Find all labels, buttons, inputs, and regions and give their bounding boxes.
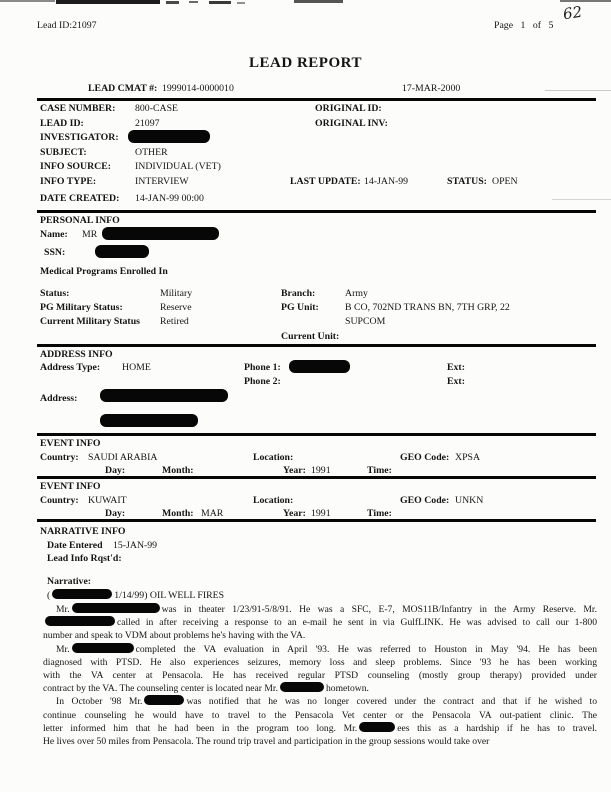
lead-id-value: 21097 — [135, 118, 160, 129]
event-info-heading: EVENT INFO — [40, 438, 101, 449]
narrative-line — [43, 629, 597, 642]
address-type-label: Address Type: — [40, 362, 101, 373]
narrative-text: letter informed him that he had been in the program too long. Mr. — [43, 722, 358, 734]
narrative-line — [43, 669, 597, 682]
personal-info-heading: PERSONAL INFO — [40, 215, 120, 226]
pg-unit-value-line1: B CO, 702ND TRANS BN, 7TH GRP, 22 — [345, 302, 510, 313]
name-label: Name: — [40, 229, 68, 240]
ext2-label: Ext: — [447, 376, 465, 387]
lead-id-label: LEAD ID: — [40, 118, 84, 129]
event-info-heading: EVENT INFO — [40, 481, 101, 492]
branch-value: Army — [345, 288, 368, 299]
redaction-bar — [95, 245, 149, 258]
location-label: Location: — [253, 452, 294, 463]
original-id-label: ORIGINAL ID: — [315, 103, 382, 114]
branch-label: Branch: — [281, 288, 316, 299]
narrative-subject-rest: 1/14/99) OIL WELL FIRES — [114, 590, 225, 601]
location-label: Location: — [253, 495, 294, 506]
current-military-status-value: Retired — [160, 316, 189, 327]
date-created-value: 14-JAN-99 00:00 — [135, 193, 204, 204]
scan-artifact — [209, 1, 231, 4]
narrative-text: He lives over 50 miles from Pensacola. The round trip travel and participation in the group sessions would take over — [43, 735, 490, 747]
narrative-subject-line — [47, 589, 224, 602]
subject-label: SUBJECT: — [40, 147, 87, 158]
narrative-line — [43, 643, 597, 656]
redaction-bar — [72, 643, 134, 653]
pg-unit-value-line2: SUPCOM — [345, 316, 386, 327]
narrative-body — [43, 603, 597, 748]
cmat-number: 1999014-0000010 — [162, 83, 234, 94]
address-info-heading: ADDRESS INFO — [40, 349, 113, 360]
geo-code-value: UNKN — [455, 495, 484, 506]
redaction-bar — [289, 360, 350, 373]
address-label: Address: — [40, 393, 78, 404]
last-update-value: 14-JAN-99 — [364, 176, 409, 187]
phone2-label: Phone 2: — [244, 376, 281, 387]
month-label: Month: — [162, 465, 194, 476]
last-update-label: LAST UPDATE: — [290, 176, 361, 187]
narrative-text: In October '98 Mr. — [56, 696, 143, 708]
narrative-text: Mr. — [56, 604, 70, 615]
scan-artifact — [560, 0, 611, 2]
military-status-label: Status: — [40, 288, 70, 299]
narrative-text: number and speak to VDM about problems he's having with the VA. — [43, 630, 306, 642]
divider-rule — [37, 344, 596, 347]
case-number-value: 800-CASE — [135, 103, 179, 114]
year-label: Year: — [283, 465, 306, 476]
divider-rule — [37, 210, 596, 213]
current-military-status-label: Current Military Status — [40, 316, 140, 327]
day-label: Day: — [105, 465, 126, 476]
month-label: Month: — [162, 508, 194, 519]
narrative-line — [43, 709, 597, 722]
narrative-line — [43, 695, 597, 708]
narrative-text: diagnosed with PTSD. He also experiences seizures, memory loss and sleep problems. Since '93 he has been working — [43, 656, 597, 668]
narrative-text: Mr. — [56, 643, 70, 655]
narrative-text: was in theater 1/23/91-5/8/91. He was a SFC, E-7, MOS11B/Infantry in the Army Reserve. Mr. — [161, 604, 597, 615]
phone1-label: Phone 1: — [244, 362, 281, 373]
scan-artifact — [189, 1, 198, 3]
scan-artifact — [545, 90, 611, 91]
narrative-text: ees this as a hardship if he has to travel. — [397, 722, 597, 734]
country-label: Country: — [40, 495, 79, 506]
geo-code-value: XPSA — [455, 452, 481, 463]
scan-artifact — [237, 2, 245, 4]
time-label: Time: — [367, 508, 392, 519]
subject-value: OTHER — [135, 147, 168, 158]
date-created-label: DATE CREATED: — [40, 193, 120, 204]
narrative-text: continue counseling he would have to travel to the Pensacola Vet center or the Pensacola VA out-patient clinic. The — [43, 709, 597, 721]
narrative-subject-open: ( — [47, 590, 51, 601]
country-label: Country: — [40, 452, 79, 463]
time-label: Time: — [367, 465, 392, 476]
page-title: LEAD REPORT — [249, 55, 362, 71]
scan-artifact — [552, 199, 611, 200]
date-entered-value: 15-JAN-99 — [113, 540, 158, 551]
redaction-bar — [72, 603, 160, 613]
year-value: 1991 — [311, 508, 331, 519]
info-type-label: INFO TYPE: — [40, 176, 97, 187]
day-label: Day: — [105, 508, 126, 519]
geo-code-label: GEO Code: — [400, 495, 450, 506]
redaction-bar — [52, 589, 112, 599]
info-type-value: INTERVIEW — [135, 176, 189, 187]
address-type-value: HOME — [122, 362, 151, 373]
narrative-text: was notified that he was no longer covered under the contract and that if he wished to — [186, 696, 597, 708]
original-inv-label: ORIGINAL INV: — [315, 118, 388, 129]
pg-military-status-label: PG Military Status: — [40, 302, 123, 313]
name-prefix: MR — [82, 229, 98, 240]
date-entered-label: Date Entered — [47, 540, 103, 551]
redaction-bar — [144, 695, 184, 705]
pg-unit-label: PG Unit: — [281, 302, 319, 313]
divider-rule — [37, 98, 596, 101]
scan-artifact — [0, 0, 55, 2]
redaction-bar — [100, 414, 198, 427]
redaction-bar — [359, 722, 395, 732]
narrative-text: contract by the VA. The counseling center is located near Mr. — [43, 683, 278, 695]
cmat-label: LEAD CMAT #: — [88, 83, 158, 94]
page-number: Page 1 of 5 — [494, 20, 554, 31]
redaction-bar — [128, 130, 210, 143]
year-label: Year: — [283, 508, 306, 519]
country-value: KUWAIT — [88, 495, 127, 506]
investigator-label: INVESTIGATOR: — [40, 132, 119, 143]
status-value: OPEN — [492, 176, 518, 187]
handwritten-mark: 62 — [561, 2, 584, 24]
lead-id-header: Lead ID:21097 — [37, 20, 97, 31]
narrative-label: Narrative: — [47, 576, 92, 587]
redaction-bar — [102, 227, 219, 240]
year-value: 1991 — [311, 465, 331, 476]
divider-rule — [37, 433, 596, 436]
narrative-text: completed the VA evaluation in April '93. He was referred to Houston in May '94. He has been — [135, 643, 597, 655]
medical-programs-heading: Medical Programs Enrolled In — [40, 266, 168, 277]
narrative-line — [43, 616, 597, 629]
narrative-line — [43, 722, 597, 735]
status-label: STATUS: — [447, 176, 487, 187]
info-source-value: INDIVIDUAL (VET) — [135, 161, 221, 172]
narrative-line — [43, 603, 597, 616]
narrative-line — [43, 682, 597, 695]
divider-rule — [37, 476, 596, 479]
month-value: MAR — [201, 508, 224, 519]
report-date: 17-MAR-2000 — [402, 83, 461, 94]
redaction-bar — [280, 682, 324, 692]
narrative-text: with the VA center at Pensacola. He has received regular PTSD counseling (mostly group therapy) provided under — [43, 669, 597, 681]
ssn-label: SSN: — [44, 247, 66, 258]
scan-artifact — [56, 0, 160, 4]
current-unit-label: Current Unit: — [281, 331, 340, 342]
divider-rule — [37, 519, 596, 522]
case-number-label: CASE NUMBER: — [40, 103, 116, 114]
narrative-line — [43, 735, 597, 748]
narrative-info-heading: NARRATIVE INFO — [40, 526, 126, 537]
pg-military-status-value: Reserve — [160, 302, 192, 313]
ext1-label: Ext: — [447, 362, 465, 373]
redaction-bar — [100, 389, 228, 402]
country-value: SAUDI ARABIA — [88, 452, 158, 463]
redaction-bar — [45, 616, 115, 626]
scan-artifact — [294, 0, 343, 3]
military-status-value: Military — [160, 288, 193, 299]
narrative-text: hometown. — [325, 683, 369, 695]
narrative-text: called in after receiving a response to an e-mail he sent in via GulfLINK. He was advised to call our 1-800 — [117, 617, 597, 629]
narrative-line — [43, 656, 597, 669]
info-source-label: INFO SOURCE: — [40, 161, 112, 172]
scan-artifact — [166, 1, 179, 4]
geo-code-label: GEO Code: — [400, 452, 450, 463]
lead-info-rqstd-label: Lead Info Rqst'd: — [47, 553, 122, 564]
